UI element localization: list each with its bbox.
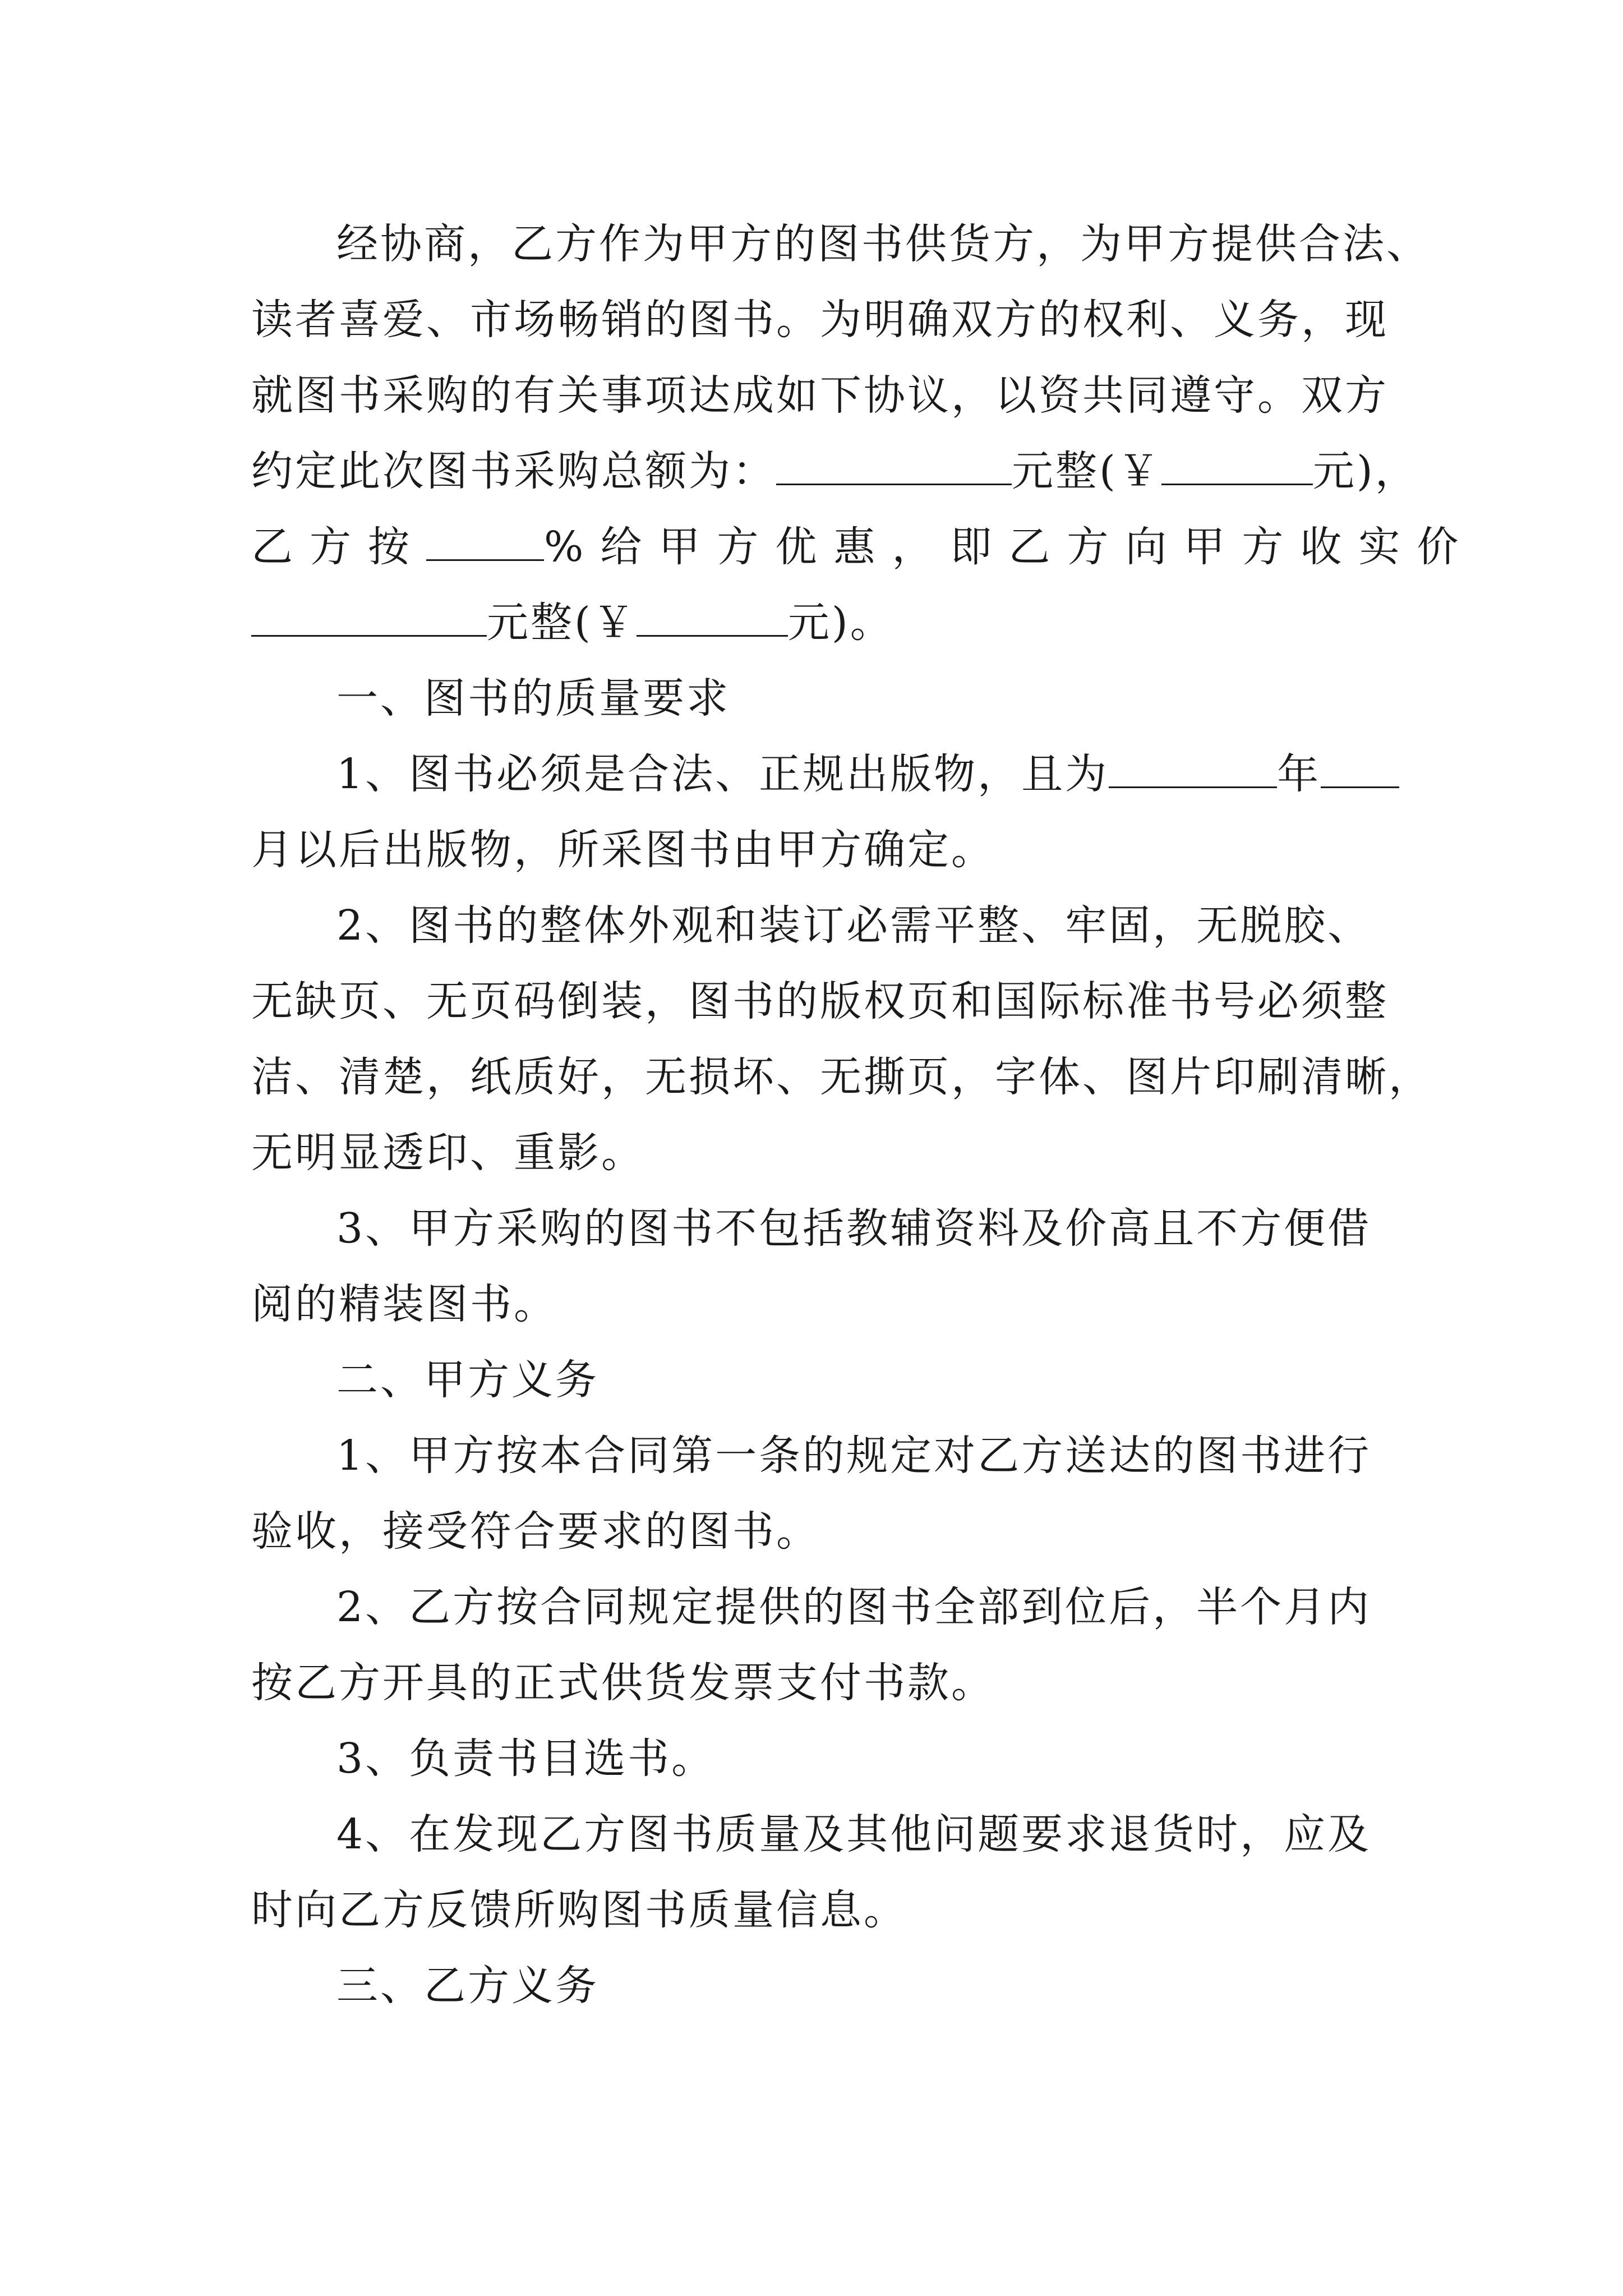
section-2-item-1-line-2: 验收，接受符合要求的图书。 [251, 1507, 820, 1556]
section-2-item-1-line-1: 1、甲方按本合同第一条的规定对乙方送达的图书进行 [336, 1432, 1372, 1480]
intro-text: 元)。 [787, 599, 894, 647]
item-text: 年 [1277, 750, 1321, 798]
intro-text: 约定此次图书采购总额为： [251, 447, 776, 495]
section-2-item-3: 3、负责书目选书。 [336, 1734, 716, 1783]
total-amount-blank [776, 449, 1012, 485]
section-2-item-4-line-1: 4、在发现乙方图书质量及其他问题要求退货时，应及 [336, 1810, 1372, 1858]
section-2-item-2-line-1: 2、乙方按合同规定提供的图书全部到位后，半个月内 [336, 1583, 1372, 1631]
section-2-heading: 二、甲方义务 [336, 1356, 599, 1404]
actual-price-number-blank [637, 600, 788, 637]
year-blank [1109, 752, 1277, 788]
section-1-heading: 一、图书的质量要求 [336, 674, 730, 723]
intro-text: 元)， [1312, 447, 1419, 495]
section-1-item-2-line-1: 2、图书的整体外观和装订必需平整、牢固，无脱胶、 [336, 901, 1372, 950]
item-text: 1、图书必须是合法、正规出版物，且为 [336, 750, 1109, 798]
section-1-item-3-line-2: 阅的精装图书。 [251, 1280, 557, 1328]
intro-line-3: 就图书采购的有关事项达成如下协议，以资共同遵守。双方 [251, 371, 1389, 420]
intro-line-2: 读者喜爱、市场畅销的图书。为明确双方的权利、义务，现 [251, 296, 1389, 344]
total-amount-number-blank [1161, 449, 1313, 485]
section-3-heading: 三、乙方义务 [336, 1962, 599, 2010]
section-1-item-2-line-3: 洁、清楚，纸质好，无损坏、无撕页，字体、图片印刷清晰， [251, 1053, 1432, 1101]
section-2-item-2-line-2: 按乙方开具的正式供货发票支付书款。 [251, 1659, 995, 1707]
intro-line-6 [251, 595, 894, 651]
intro-text: 元整(￥ [487, 599, 637, 647]
section-1-item-1 [336, 746, 1399, 802]
intro-text: 乙方按 [251, 523, 426, 571]
intro-line-5 [251, 519, 1475, 575]
intro-text: 元整(￥ [1012, 447, 1161, 495]
intro-line-4 [251, 443, 1419, 499]
intro-text: %给甲方优惠，即乙方向甲方收实价 [544, 523, 1476, 571]
discount-blank [426, 524, 544, 561]
section-2-item-4-line-2: 时向乙方反馈所购图书质量信息。 [251, 1886, 907, 1934]
actual-price-blank [251, 600, 487, 637]
section-1-item-1-cont: 月以后出版物，所采图书由甲方确定。 [251, 826, 995, 874]
month-blank [1321, 752, 1399, 788]
intro-line-1: 经协商，乙方作为甲方的图书供货方，为甲方提供合法、 [336, 220, 1430, 268]
section-1-item-3-line-1: 3、甲方采购的图书不包括教辅资料及价高且不方便借 [336, 1204, 1372, 1253]
section-1-item-2-line-4: 无明显透印、重影。 [251, 1129, 645, 1177]
section-1-item-2-line-2: 无缺页、无页码倒装，图书的版权页和国际标准书号必须整 [251, 977, 1389, 1025]
